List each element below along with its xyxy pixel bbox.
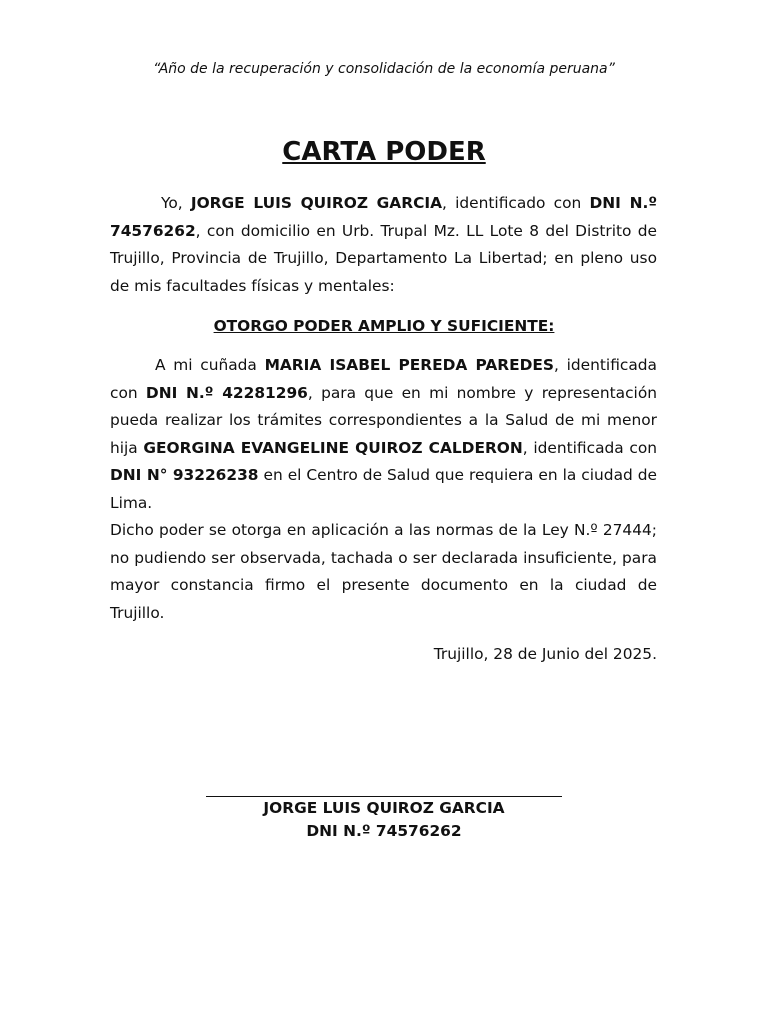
attorney-name: MARIA ISABEL PEREDA PAREDES [264,356,554,374]
closing-paragraph: Dicho poder se otorga en aplicación a las normas de la Ley N.º 27444; no pudiendo ser observada, tachada o ser declarada insuficiente, para mayor constancia firmo el presente documento en la ciudad de Trujillo. [110,521,657,622]
grant-text-5: en el Centro de Salud que requiera en la ciudad de Lima. [110,466,657,512]
minor-dni: DNI N° 93226238 [110,466,259,485]
intro-text-1: Yo, [161,194,191,212]
grant-text-1: A mi cuñada [155,356,265,374]
signature-dni: DNI N.º 74576262 [306,822,462,840]
grant-text-2: , identificada con [110,356,657,402]
intro-text-3: , con domicilio en Urb. Trupal Mz. LL Lote 8 del Distrito de Trujillo, Provincia de Trujillo, Departamento La Libertad; en pleno uso de mis facultades físicas y mentales: [110,221,657,295]
grantor-dni: DNI N.º 74576262 [110,194,657,240]
signature-line [206,780,562,797]
intro-text-2: , identificado con [442,194,590,212]
grant-text-3: , para que en mi nombre y representación pueda realizar los trámites correspondientes a la Salud de mi menor hija [110,383,657,457]
document-title: CARTA PODER [282,137,486,167]
signature-name: JORGE LUIS QUIROZ GARCIA [263,799,505,817]
grant-heading: OTORGO PODER AMPLIO Y SUFICIENTE: [213,317,555,335]
signature-block [0,780,768,843]
grant-paragraph [110,352,657,518]
grantor-name: JORGE LUIS QUIROZ GARCIA [190,194,443,212]
intro-paragraph [110,190,657,300]
attorney-dni: DNI N.º 42281296 [145,383,308,402]
header-motto: “Año de la recuperación y consolidación de la economía peruana” [153,61,615,77]
document-date: Trujillo, 28 de Junio del 2025. [433,645,657,663]
minor-name: GEORGINA EVANGELINE QUIROZ CALDERON [143,438,523,457]
grant-text-4: , identificada con [522,438,657,457]
